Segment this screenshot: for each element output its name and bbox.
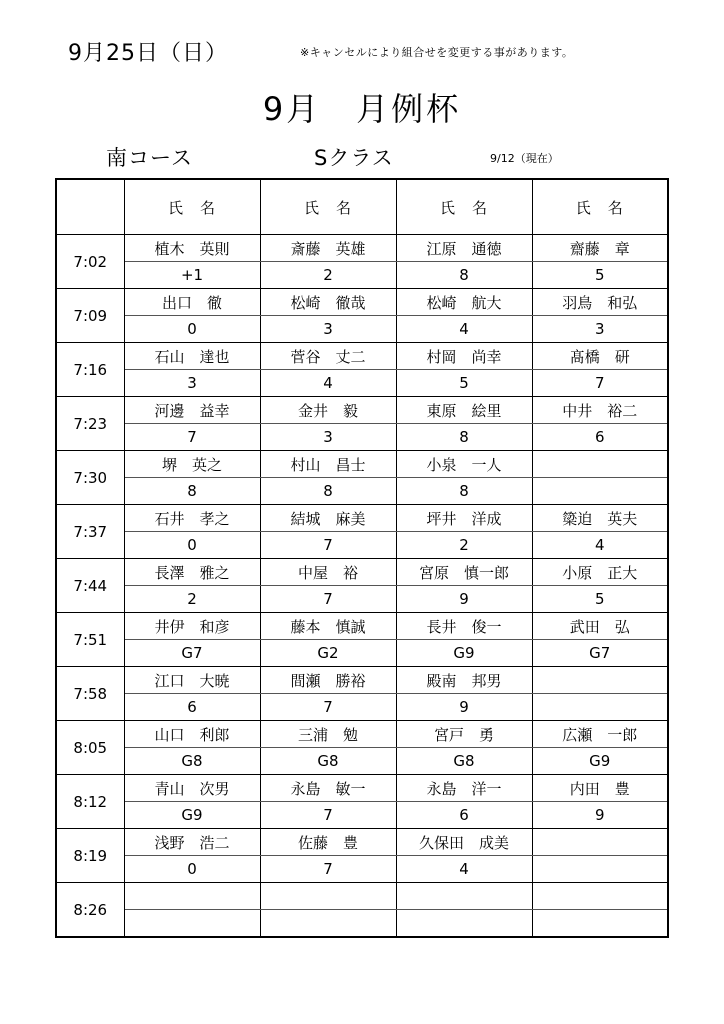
header-row <box>56 179 668 235</box>
player-handicap: 2 <box>124 586 260 613</box>
player-name <box>396 883 532 910</box>
slot-name-row <box>56 883 668 910</box>
player-handicap: 8 <box>396 424 532 451</box>
player-name: 広瀬 一郎 <box>532 721 668 748</box>
tee-time: 7:16 <box>56 343 124 397</box>
slot-name-row <box>56 721 668 748</box>
player-name: 三浦 勉 <box>260 721 396 748</box>
player-handicap: 3 <box>532 316 668 343</box>
player-handicap: 3 <box>124 370 260 397</box>
player-handicap: 2 <box>396 532 532 559</box>
slot-value-row <box>56 478 668 505</box>
player-handicap: 4 <box>532 532 668 559</box>
player-name: 宮戸 勇 <box>396 721 532 748</box>
tee-time: 7:37 <box>56 505 124 559</box>
player-handicap: G9 <box>532 748 668 775</box>
player-handicap: 7 <box>532 370 668 397</box>
slot-value-row <box>56 640 668 667</box>
player-handicap: 7 <box>260 802 396 829</box>
player-name <box>124 883 260 910</box>
player-handicap: 0 <box>124 856 260 883</box>
player-name: 宮原 慎一郎 <box>396 559 532 586</box>
slot-value-row <box>56 262 668 289</box>
name-header-3: 氏 名 <box>396 179 532 235</box>
player-name: 長澤 雅之 <box>124 559 260 586</box>
player-name: 中屋 裕 <box>260 559 396 586</box>
tee-time: 8:05 <box>56 721 124 775</box>
tee-time: 7:23 <box>56 397 124 451</box>
player-name: 中井 裕二 <box>532 397 668 424</box>
player-handicap <box>124 910 260 938</box>
player-handicap: 4 <box>396 316 532 343</box>
player-name: 金井 毅 <box>260 397 396 424</box>
tee-time: 7:44 <box>56 559 124 613</box>
player-name: 結城 麻美 <box>260 505 396 532</box>
player-handicap: 9 <box>396 694 532 721</box>
player-name: 久保田 成美 <box>396 829 532 856</box>
slot-name-row <box>56 451 668 478</box>
page-title: 9月 月例杯 <box>262 90 462 128</box>
player-handicap: 7 <box>260 856 396 883</box>
slot-value-row <box>56 586 668 613</box>
player-name: 松崎 徹哉 <box>260 289 396 316</box>
player-name <box>532 829 668 856</box>
slot-name-row <box>56 235 668 262</box>
player-name <box>532 451 668 478</box>
player-handicap <box>532 910 668 938</box>
slot-value-row <box>56 316 668 343</box>
player-name: 浅野 浩二 <box>124 829 260 856</box>
tee-time: 7:51 <box>56 613 124 667</box>
slot-value-row <box>56 370 668 397</box>
player-handicap: 6 <box>124 694 260 721</box>
slot-name-row <box>56 289 668 316</box>
player-name: 齋藤 章 <box>532 235 668 262</box>
player-name: 江口 大暁 <box>124 667 260 694</box>
player-handicap: G8 <box>124 748 260 775</box>
slot-name-row <box>56 667 668 694</box>
player-handicap <box>532 694 668 721</box>
cancellation-note: ※キャンセルにより組合せを変更する事があります。 <box>300 46 574 59</box>
tee-time: 8:12 <box>56 775 124 829</box>
player-name: 石山 達也 <box>124 343 260 370</box>
name-header-1: 氏 名 <box>124 179 260 235</box>
player-handicap: 8 <box>396 478 532 505</box>
player-name: 小泉 一人 <box>396 451 532 478</box>
player-name: 内田 豊 <box>532 775 668 802</box>
slot-value-row <box>56 910 668 938</box>
player-handicap: 3 <box>260 424 396 451</box>
slots-body <box>56 235 668 938</box>
player-name: 永島 敏一 <box>260 775 396 802</box>
player-handicap: 9 <box>532 802 668 829</box>
player-handicap: 0 <box>124 532 260 559</box>
slot-value-row <box>56 532 668 559</box>
player-handicap: G9 <box>396 640 532 667</box>
player-name: 藤本 慎誠 <box>260 613 396 640</box>
slot-value-row <box>56 424 668 451</box>
player-name: 青山 次男 <box>124 775 260 802</box>
player-name: 村山 昌士 <box>260 451 396 478</box>
player-name: 井伊 和彦 <box>124 613 260 640</box>
tee-time: 7:30 <box>56 451 124 505</box>
tee-time: 8:26 <box>56 883 124 938</box>
player-name <box>260 883 396 910</box>
slot-name-row <box>56 397 668 424</box>
player-handicap: 2 <box>260 262 396 289</box>
tee-time: 8:19 <box>56 829 124 883</box>
player-name: 堺 英之 <box>124 451 260 478</box>
player-handicap: 5 <box>532 262 668 289</box>
time-header-cell <box>56 179 124 235</box>
player-handicap: 8 <box>124 478 260 505</box>
slot-value-row <box>56 856 668 883</box>
player-handicap: 7 <box>260 586 396 613</box>
course-name: 南コース <box>106 146 193 170</box>
slot-name-row <box>56 775 668 802</box>
player-handicap: 7 <box>124 424 260 451</box>
player-handicap: 9 <box>396 586 532 613</box>
player-name: 山口 利郎 <box>124 721 260 748</box>
player-handicap <box>396 910 532 938</box>
player-handicap: G8 <box>260 748 396 775</box>
player-handicap <box>532 856 668 883</box>
slot-name-row <box>56 829 668 856</box>
player-handicap: 7 <box>260 694 396 721</box>
class-name: Sクラス <box>314 146 394 170</box>
player-name: 小原 正大 <box>532 559 668 586</box>
player-name <box>532 667 668 694</box>
event-date: 9月25日（日） <box>68 41 228 66</box>
player-handicap: 8 <box>260 478 396 505</box>
player-name <box>532 883 668 910</box>
player-handicap <box>532 478 668 505</box>
player-name: 菅谷 丈二 <box>260 343 396 370</box>
player-handicap: 5 <box>532 586 668 613</box>
slot-value-row <box>56 802 668 829</box>
player-handicap: G8 <box>396 748 532 775</box>
player-name: 坪井 洋成 <box>396 505 532 532</box>
player-handicap: 5 <box>396 370 532 397</box>
name-header-2: 氏 名 <box>260 179 396 235</box>
player-name: 羽鳥 和弘 <box>532 289 668 316</box>
player-handicap: G7 <box>124 640 260 667</box>
name-header-4: 氏 名 <box>532 179 668 235</box>
player-handicap: 4 <box>260 370 396 397</box>
player-handicap: G2 <box>260 640 396 667</box>
slot-name-row <box>56 613 668 640</box>
slot-name-row <box>56 505 668 532</box>
slot-name-row <box>56 343 668 370</box>
player-name: 江原 通徳 <box>396 235 532 262</box>
tee-time: 7:58 <box>56 667 124 721</box>
tee-time-table <box>55 178 669 938</box>
player-name: 東原 絵里 <box>396 397 532 424</box>
player-name: 佐藤 豊 <box>260 829 396 856</box>
player-handicap: +1 <box>124 262 260 289</box>
player-handicap: 4 <box>396 856 532 883</box>
player-handicap: 6 <box>396 802 532 829</box>
player-name: 石井 孝之 <box>124 505 260 532</box>
player-handicap: G7 <box>532 640 668 667</box>
slot-value-row <box>56 694 668 721</box>
player-handicap: 0 <box>124 316 260 343</box>
tee-time: 7:09 <box>56 289 124 343</box>
player-handicap: 6 <box>532 424 668 451</box>
player-name: 武田 弘 <box>532 613 668 640</box>
player-name: 永島 洋一 <box>396 775 532 802</box>
player-handicap: G9 <box>124 802 260 829</box>
player-name: 村岡 尚幸 <box>396 343 532 370</box>
player-name: 植木 英則 <box>124 235 260 262</box>
slot-value-row <box>56 748 668 775</box>
player-name: 髙橋 研 <box>532 343 668 370</box>
player-name: 殿南 邦男 <box>396 667 532 694</box>
tee-time: 7:02 <box>56 235 124 289</box>
player-handicap: 8 <box>396 262 532 289</box>
player-handicap <box>260 910 396 938</box>
player-name: 長井 俊一 <box>396 613 532 640</box>
player-name: 松崎 航大 <box>396 289 532 316</box>
player-name: 出口 徹 <box>124 289 260 316</box>
player-handicap: 7 <box>260 532 396 559</box>
player-name: 河邊 益幸 <box>124 397 260 424</box>
as-of-date: 9/12（現在） <box>490 152 559 165</box>
player-name: 簗迫 英夫 <box>532 505 668 532</box>
player-name: 間瀬 勝裕 <box>260 667 396 694</box>
player-name: 斎藤 英雄 <box>260 235 396 262</box>
player-handicap: 3 <box>260 316 396 343</box>
slot-name-row <box>56 559 668 586</box>
